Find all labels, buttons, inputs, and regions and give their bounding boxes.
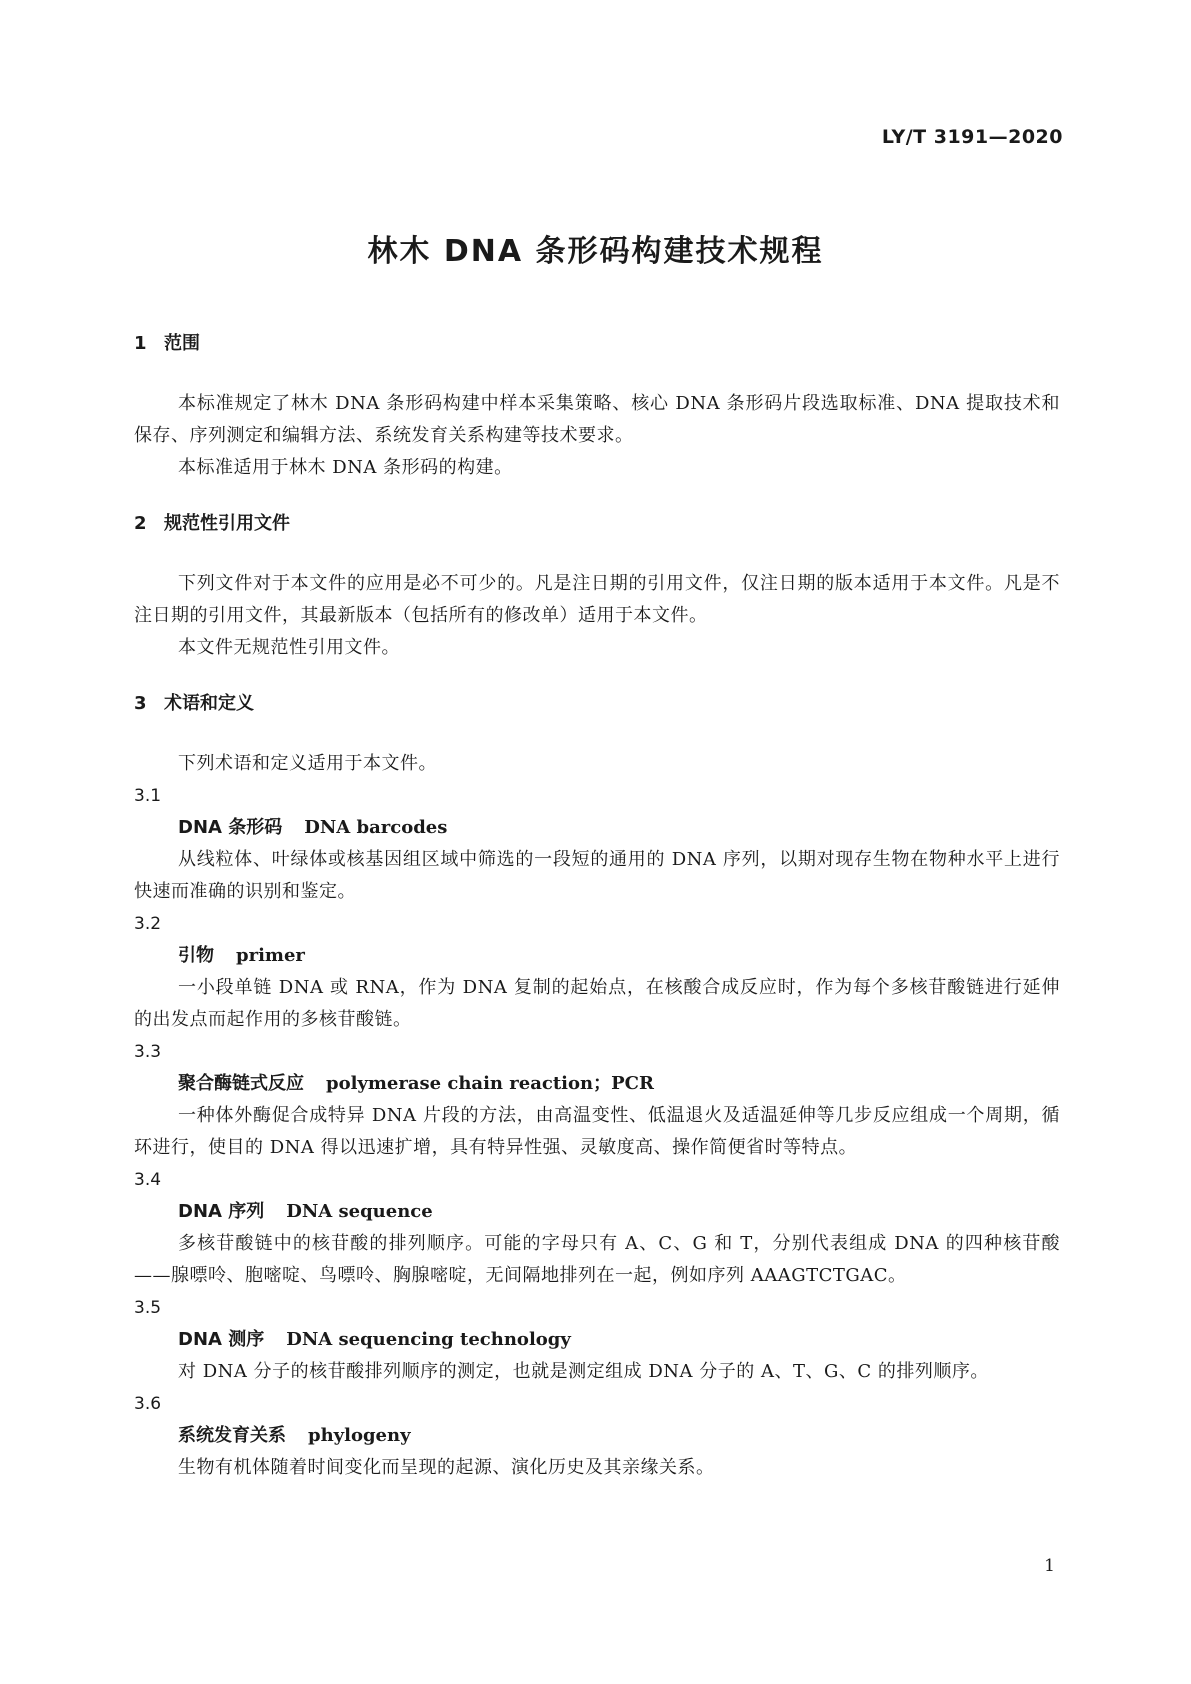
term-chinese: DNA 序列 bbox=[178, 1201, 265, 1222]
term-chinese: 聚合酶链式反应 bbox=[178, 1073, 304, 1094]
document-title: 林木 DNA 条形码构建技术规程 bbox=[367, 234, 824, 269]
paragraph: 下列术语和定义适用于本文件。 bbox=[178, 753, 437, 774]
term-number: 3.6 bbox=[134, 1394, 162, 1414]
section-number: 2 bbox=[134, 513, 147, 534]
paragraph: 本标准规定了林木 DNA 条形码构建中样本采集策略、核心 DNA 条形码片段选取标准、DNA 提取技术和保存、序列测定和编辑方法、系统发育关系构建等技术要求。 bbox=[134, 393, 1060, 446]
section-heading-terms-definitions bbox=[134, 690, 1060, 718]
term-english: phylogeny bbox=[308, 1425, 411, 1446]
paragraph: 下列文件对于本文件的应用是必不可少的。凡是注日期的引用文件，仅注日期的版本适用于本文件。凡是不注日期的引用文件，其最新版本（包括所有的修改单）适用于本文件。 bbox=[134, 573, 1060, 626]
term-name bbox=[134, 1068, 1060, 1100]
section-heading-normative-references bbox=[134, 510, 1060, 538]
section-title: 术语和定义 bbox=[164, 693, 254, 714]
term-english: DNA barcodes bbox=[304, 817, 448, 838]
section-number: 1 bbox=[134, 333, 147, 354]
term-name bbox=[134, 1420, 1060, 1452]
term-definition: 对 DNA 分子的核苷酸排列顺序的测定，也就是测定组成 DNA 分子的 A、T、G、C 的排列顺序。 bbox=[178, 1361, 989, 1382]
term-name bbox=[134, 1196, 1060, 1228]
page-number: 1 bbox=[1044, 1556, 1055, 1576]
term-number: 3.2 bbox=[134, 914, 162, 934]
term-number: 3.3 bbox=[134, 1042, 162, 1062]
term-english: DNA sequence bbox=[286, 1201, 433, 1222]
standard-code: LY/T 3191—2020 bbox=[881, 126, 1063, 148]
term-english: primer bbox=[236, 945, 305, 966]
section-title: 规范性引用文件 bbox=[164, 513, 290, 534]
term-name bbox=[134, 812, 1060, 844]
term-definition: 生物有机体随着时间变化而呈现的起源、演化历史及其亲缘关系。 bbox=[178, 1457, 715, 1478]
paragraph: 本标准适用于林木 DNA 条形码的构建。 bbox=[178, 457, 513, 478]
section-heading-scope bbox=[134, 330, 1060, 358]
term-chinese: DNA 测序 bbox=[178, 1329, 265, 1350]
term-chinese: DNA 条形码 bbox=[178, 817, 283, 838]
term-number: 3.4 bbox=[134, 1170, 162, 1190]
term-number: 3.1 bbox=[134, 786, 162, 806]
term-english: polymerase chain reaction；PCR bbox=[326, 1073, 654, 1094]
paragraph: 本文件无规范性引用文件。 bbox=[178, 637, 400, 658]
term-definition: 一小段单链 DNA 或 RNA，作为 DNA 复制的起始点，在核酸合成反应时，作为每个多核苷酸链进行延伸的出发点而起作用的多核苷酸链。 bbox=[134, 977, 1060, 1030]
term-chinese: 系统发育关系 bbox=[178, 1425, 286, 1446]
section-number: 3 bbox=[134, 693, 147, 714]
term-chinese: 引物 bbox=[178, 945, 214, 966]
term-number: 3.5 bbox=[134, 1298, 162, 1318]
term-definition: 多核苷酸链中的核苷酸的排列顺序。可能的字母只有 A、C、G 和 T，分别代表组成 DNA 的四种核苷酸——腺嘌呤、胞嘧啶、鸟嘌呤、胸腺嘧啶，无间隔地排列在一起，例如序列 AAAGTCTGAC。 bbox=[134, 1233, 1060, 1286]
term-definition: 从线粒体、叶绿体或核基因组区域中筛选的一段短的通用的 DNA 序列，以期对现存生物在物种水平上进行快速而准确的识别和鉴定。 bbox=[134, 849, 1060, 902]
document-body bbox=[134, 330, 1060, 1484]
term-name bbox=[134, 1324, 1060, 1356]
term-english: DNA sequencing technology bbox=[286, 1329, 571, 1350]
section-title: 范围 bbox=[164, 333, 200, 354]
term-definition: 一种体外酶促合成特异 DNA 片段的方法，由高温变性、低温退火及适温延伸等几步反应组成一个周期，循环进行，使目的 DNA 得以迅速扩增，具有特异性强、灵敏度高、操作简便省时等特点。 bbox=[134, 1105, 1060, 1158]
term-name bbox=[134, 940, 1060, 972]
